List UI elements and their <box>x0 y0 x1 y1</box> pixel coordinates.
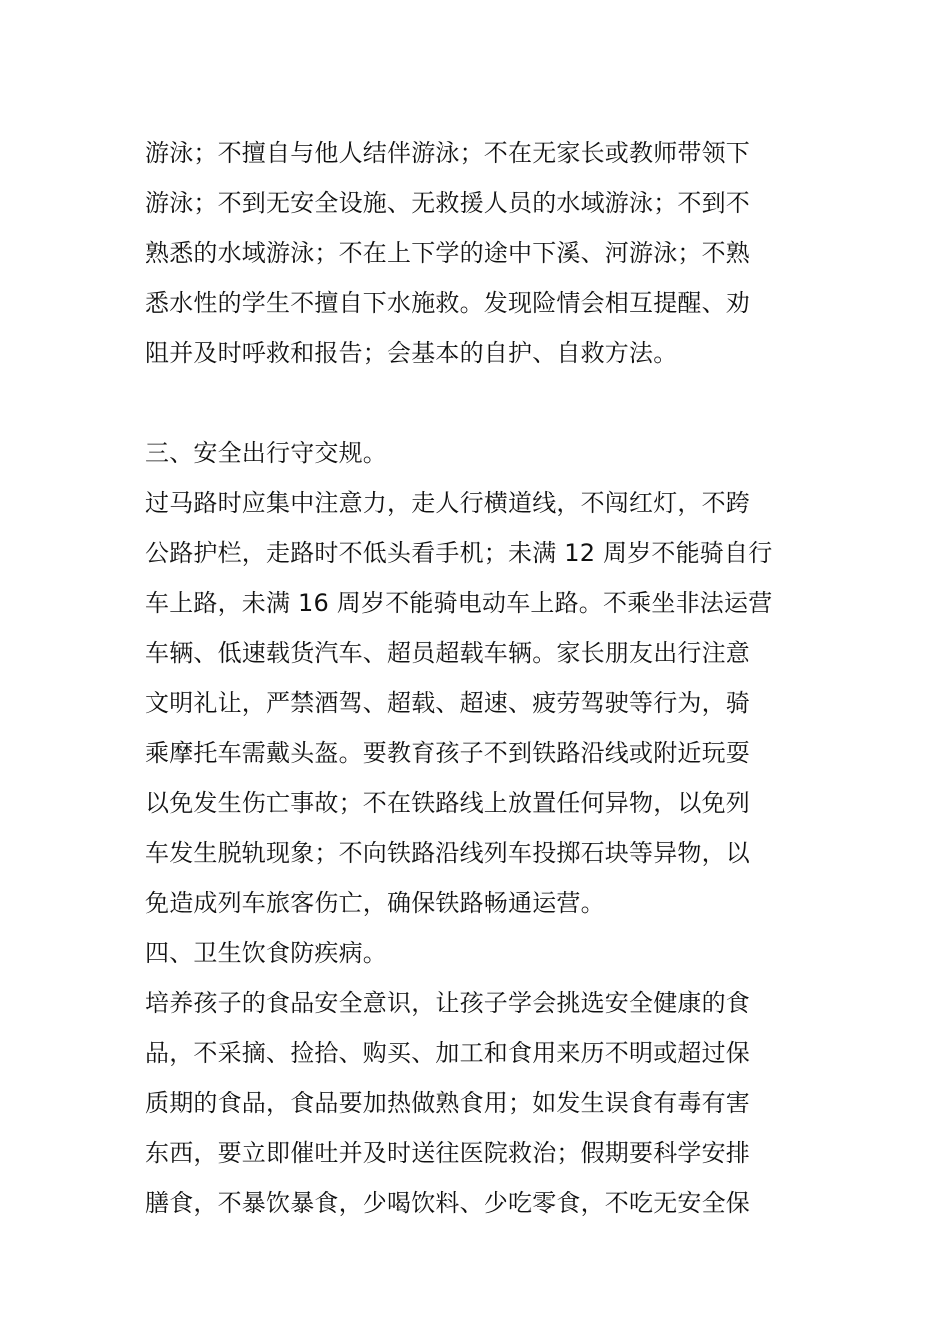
text-line: 膳食，不暴饮暴食，少喝饮料、少吃零食，不吃无安全保 <box>145 1189 750 1217</box>
text-line: 文明礼让，严禁酒驾、超载、超速、疲劳驾驶等行为，骑 <box>145 689 750 717</box>
text-line: 质期的食品，食品要加热做熟食用；如发生误食有毒有害 <box>145 1089 750 1117</box>
text-line: 以免发生伤亡事故；不在铁路线上放置任何异物，以免列 <box>145 789 750 817</box>
text-line: 悉水性的学生不擅自下水施救。发现险情会相互提醒、劝 <box>145 289 750 317</box>
paragraph-spacer <box>145 378 810 428</box>
text-line: 公路护栏，走路时不低头看手机；未满 12 周岁不能骑自行 <box>145 539 773 567</box>
text-line: 阻并及时呼救和报告；会基本的自护、自救方法。 <box>145 339 678 367</box>
section-four <box>145 928 810 1228</box>
section-two-continued <box>145 128 810 378</box>
section-heading: 三、安全出行守交规。 <box>145 439 387 467</box>
text-line: 车上路，未满 16 周岁不能骑电动车上路。不乘坐非法运营 <box>145 589 773 617</box>
text-line: 品，不采摘、捡拾、购买、加工和食用来历不明或超过保 <box>145 1039 750 1067</box>
text-line: 培养孩子的食品安全意识，让孩子学会挑选安全健康的食 <box>145 989 750 1017</box>
text-line: 熟悉的水域游泳；不在上下学的途中下溪、河游泳；不熟 <box>145 239 750 267</box>
text-line: 乘摩托车需戴头盔。要教育孩子不到铁路沿线或附近玩耍 <box>145 739 750 767</box>
section-three <box>145 428 810 928</box>
text-line: 东西，要立即催吐并及时送往医院救治；假期要科学安排 <box>145 1139 750 1167</box>
text-line: 车发生脱轨现象；不向铁路沿线列车投掷石块等异物，以 <box>145 839 750 867</box>
section-heading: 四、卫生饮食防疾病。 <box>145 939 387 967</box>
text-line: 游泳；不擅自与他人结伴游泳；不在无家长或教师带领下 <box>145 139 750 167</box>
text-line: 免造成列车旅客伤亡，确保铁路畅通运营。 <box>145 889 605 917</box>
text-line: 过马路时应集中注意力，走人行横道线，不闯红灯，不跨 <box>145 489 750 517</box>
text-line: 游泳；不到无安全设施、无救援人员的水域游泳；不到不 <box>145 189 750 217</box>
document-body <box>145 128 810 1228</box>
text-line: 车辆、低速载货汽车、超员超载车辆。家长朋友出行注意 <box>145 639 750 667</box>
